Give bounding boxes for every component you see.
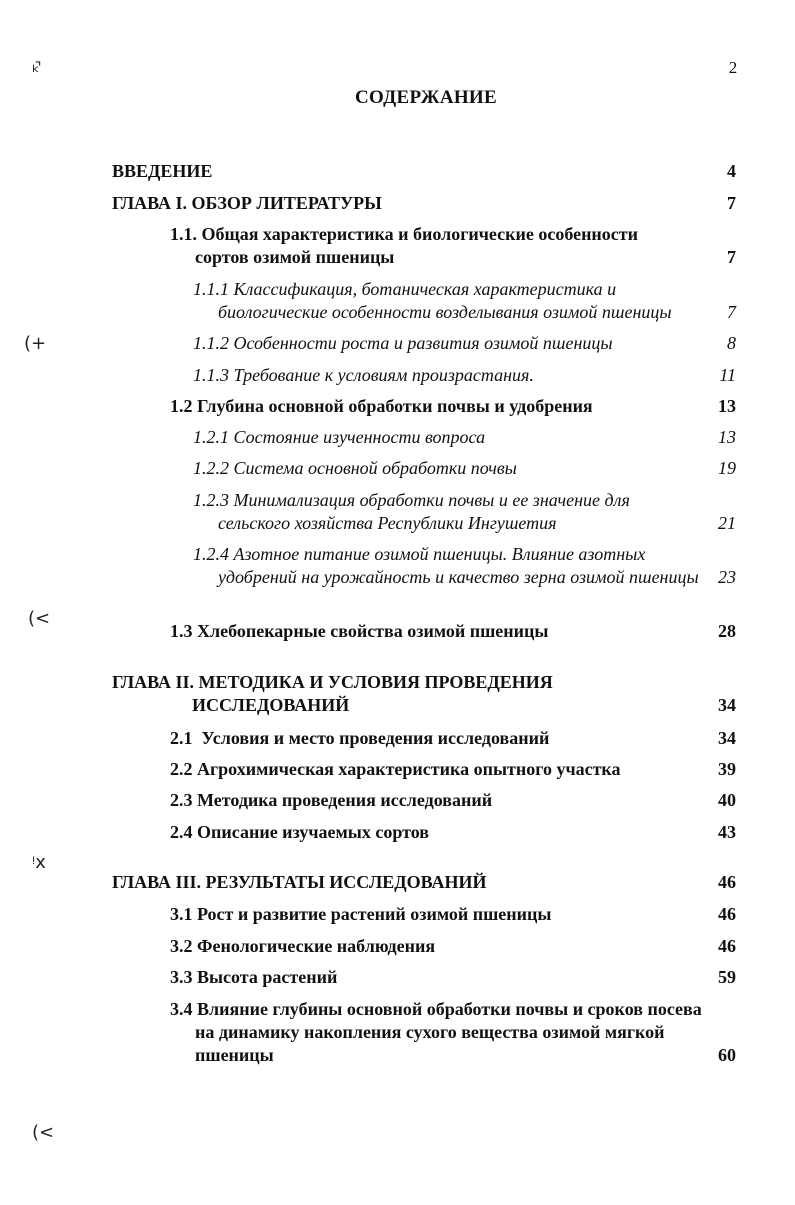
toc-entry-2-3[interactable]: [170, 789, 736, 812]
toc-entry-page: 46: [718, 872, 736, 892]
toc-entry-3-4[interactable]: [170, 998, 736, 1067]
toc-entry-page: 39: [718, 759, 736, 779]
toc-entry-page: 19: [718, 458, 736, 478]
toc-entry-title: 1.2.3 Минимализация обработки почвы и ее значение для сельского хозяйства Республики Ингушетия: [193, 490, 630, 533]
toc-entry-3-2[interactable]: [170, 935, 736, 958]
toc-entry-page: 8: [727, 333, 736, 353]
toc-entry-page: 13: [718, 427, 736, 447]
toc-entry-title: ГЛАВА I. ОБЗОР ЛИТЕРАТУРЫ: [112, 193, 382, 213]
toc-entry-page: 13: [718, 396, 736, 416]
toc-entry-page: 11: [719, 365, 736, 385]
toc-entry-title: ГЛАВА III. РЕЗУЛЬТАТЫ ИССЛЕДОВАНИЙ: [112, 872, 487, 892]
toc-entry-page: 34: [718, 695, 736, 715]
toc-entry-title: 3.2 Фенологические наблюдения: [170, 936, 436, 956]
toc-entry-title: 1.2.2 Система основной обработки почвы: [193, 458, 517, 478]
toc-entry-title: 3.3 Высота растений: [170, 967, 338, 987]
toc-entry-page: 23: [718, 567, 736, 587]
toc-entry-1-3[interactable]: [170, 620, 736, 643]
toc-entry-2-2[interactable]: [170, 758, 736, 781]
margin-mark: ᵎx: [32, 852, 46, 873]
margin-mark: (<: [28, 608, 51, 629]
toc-entry-1-2-3[interactable]: [193, 489, 736, 535]
toc-entry-chapter-2[interactable]: [112, 671, 736, 717]
toc-entry-1-1-1[interactable]: [193, 278, 736, 324]
toc-entry-page: 43: [718, 822, 736, 842]
toc-entry-title: 1.2.1 Состояние изученности вопроса: [193, 427, 486, 447]
toc-entry-page: 28: [718, 621, 736, 641]
toc-entry-page: 40: [718, 790, 736, 810]
toc-entry-title: 1.1. Общая характеристика и биологические особенности сортов озимой пшеницы: [170, 224, 639, 267]
toc-entry-3-3[interactable]: [170, 966, 736, 989]
toc-entry-title: 3.4 Влияние глубины основной обработки почвы и сроков посева на динамику накопления сухого вещества озимой мягкой пшеницы: [170, 999, 702, 1065]
toc-entry-1-2-1[interactable]: [193, 426, 736, 449]
toc-entry-1-1-2[interactable]: [193, 332, 736, 355]
toc-entry-page: 46: [718, 936, 736, 956]
toc-entry-page: 21: [718, 513, 736, 533]
toc-entry-page: 59: [718, 967, 736, 987]
toc-entry-page: 34: [718, 728, 736, 748]
toc-entry-title: 1.3 Хлебопекарные свойства озимой пшеницы: [170, 621, 549, 641]
toc-entry-page: 7: [727, 193, 736, 213]
toc-entry-2-4[interactable]: [170, 821, 736, 844]
toc-entry-title: 2.2 Агрохимическая характеристика опытного участка: [170, 759, 621, 779]
toc-entry-1-2[interactable]: [170, 395, 736, 418]
toc-entry-title: 2.3 Методика проведения исследований: [170, 790, 493, 810]
toc-entry-page: 46: [718, 904, 736, 924]
toc-entry-title: 2.4 Описание изучаемых сортов: [170, 822, 430, 842]
toc-entry-1-1[interactable]: [170, 223, 736, 269]
toc-entry-page: 7: [727, 247, 736, 267]
toc-entry-title: 1.2.4 Азотное питание озимой пшеницы. Влияние азотных удобрений на урожайность и качество зерна озимой пшеницы: [193, 544, 699, 587]
toc-entry-title: ГЛАВА II. МЕТОДИКА И УСЛОВИЯ ПРОВЕДЕНИЯ ИССЛЕДОВАНИЙ: [112, 672, 553, 715]
toc-entry-1-2-2[interactable]: [193, 457, 736, 480]
toc-entry-chapter-1[interactable]: [112, 192, 736, 215]
toc-entry-page: 60: [718, 1045, 736, 1065]
toc-entry-2-1[interactable]: [170, 727, 736, 750]
toc-entry-title: 2.1 Условия и место проведения исследований: [170, 728, 550, 748]
toc-entry-introduction[interactable]: [112, 160, 736, 183]
toc-entry-title: ВВЕДЕНИЕ: [112, 161, 213, 181]
toc-entry-1-1-3[interactable]: [193, 364, 736, 387]
page-number: 2: [728, 58, 738, 77]
toc-entry-3-1[interactable]: [170, 903, 736, 926]
toc-entry-title: 3.1 Рост и развитие растений озимой пшеницы: [170, 904, 552, 924]
toc-entry-page: 4: [727, 161, 736, 181]
margin-mark: (+: [24, 333, 47, 354]
margin-mark: ᵏ̚: [32, 62, 40, 83]
toc-entry-title: 1.2 Глубина основной обработки почвы и удобрения: [170, 396, 593, 416]
toc-entry-chapter-3[interactable]: [112, 871, 736, 894]
toc-entry-1-2-4[interactable]: [193, 543, 736, 589]
toc-entry-title: 1.1.1 Классификация, ботаническая характеристика и биологические особенности возделывания озимой пшеницы: [193, 279, 672, 322]
toc-entry-title: 1.1.2 Особенности роста и развития озимой пшеницы: [193, 333, 613, 353]
page-title: СОДЕРЖАНИЕ: [355, 87, 497, 108]
toc-entry-page: 7: [727, 302, 736, 322]
toc-entry-title: 1.1.3 Требование к условиям произрастания.: [193, 365, 534, 385]
margin-mark: (<: [32, 1122, 55, 1143]
